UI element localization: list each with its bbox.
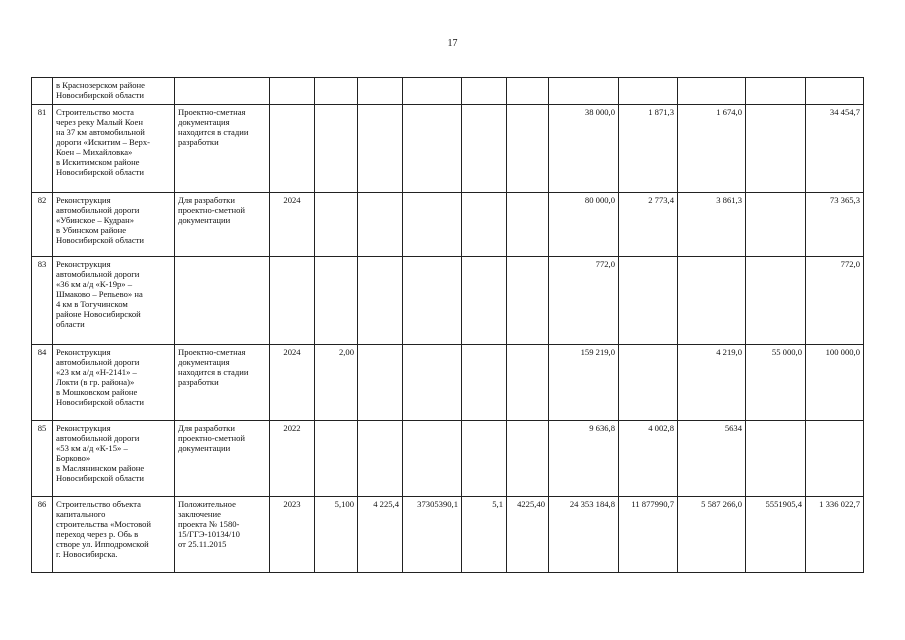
cell-c5 bbox=[358, 345, 403, 421]
cell-total: 9 636,8 bbox=[549, 421, 619, 497]
cell-c10: 1 871,3 bbox=[619, 105, 678, 193]
cell-n: 85 bbox=[32, 421, 53, 497]
cell-c11: 1 674,0 bbox=[678, 105, 746, 193]
cell-name: Строительство объекта капитального строительства «Мостовой переход через р. Обь в створе ул. Ипподромской г. Новосибирска. bbox=[53, 497, 175, 573]
cell-c6 bbox=[403, 257, 462, 345]
cell-c10 bbox=[619, 345, 678, 421]
cell-c6 bbox=[403, 78, 462, 105]
cell-c7 bbox=[462, 257, 507, 345]
cell-name: Реконструкция автомобильной дороги «53 км а/д «К-15» – Борково» в Маслянинском районе Новосибирской области bbox=[53, 421, 175, 497]
cell-year: 2022 bbox=[270, 421, 315, 497]
table-row bbox=[32, 105, 864, 193]
cell-c13: 73 365,3 bbox=[806, 193, 864, 257]
cell-name: в Краснозерском районе Новосибирской области bbox=[53, 78, 175, 105]
cell-c11: 3 861,3 bbox=[678, 193, 746, 257]
cell-name: Реконструкция автомобильной дороги «23 км а/д «Н-2141» – Локти (в гр. района)» в Мошковском районе Новосибирской области bbox=[53, 345, 175, 421]
page-number: 17 bbox=[447, 38, 458, 49]
cell-c13: 1 336 022,7 bbox=[806, 497, 864, 573]
cell-c12 bbox=[746, 257, 806, 345]
cell-n bbox=[32, 78, 53, 105]
cell-n: 84 bbox=[32, 345, 53, 421]
cell-c8 bbox=[507, 105, 549, 193]
cell-c12: 5551905,4 bbox=[746, 497, 806, 573]
table-body bbox=[32, 78, 864, 573]
cell-c5 bbox=[358, 78, 403, 105]
cell-total: 772,0 bbox=[549, 257, 619, 345]
cell-total: 24 353 184,8 bbox=[549, 497, 619, 573]
cell-c7 bbox=[462, 78, 507, 105]
cell-c6 bbox=[403, 421, 462, 497]
table-row bbox=[32, 497, 864, 573]
table-row bbox=[32, 193, 864, 257]
cell-total: 80 000,0 bbox=[549, 193, 619, 257]
cell-c6 bbox=[403, 193, 462, 257]
cell-c4 bbox=[315, 257, 358, 345]
cell-c8 bbox=[507, 193, 549, 257]
cell-c4: 5,100 bbox=[315, 497, 358, 573]
cell-total bbox=[549, 78, 619, 105]
cell-c10: 4 002,8 bbox=[619, 421, 678, 497]
table-row bbox=[32, 421, 864, 497]
cell-c5 bbox=[358, 421, 403, 497]
cell-c5 bbox=[358, 257, 403, 345]
cell-c11 bbox=[678, 78, 746, 105]
cell-name: Строительство моста через реку Малый Коен на 37 км автомобильной дороги «Искитим – Верх- Коен – Михайловка» в Искитимском районе Новосибирской области bbox=[53, 105, 175, 193]
table-row bbox=[32, 78, 864, 105]
cell-n: 81 bbox=[32, 105, 53, 193]
cell-n: 83 bbox=[32, 257, 53, 345]
cell-c5 bbox=[358, 105, 403, 193]
cell-c11 bbox=[678, 257, 746, 345]
cell-c8 bbox=[507, 345, 549, 421]
data-table bbox=[31, 77, 864, 573]
cell-c10 bbox=[619, 78, 678, 105]
cell-c6: 37305390,1 bbox=[403, 497, 462, 573]
cell-year bbox=[270, 105, 315, 193]
cell-c8 bbox=[507, 257, 549, 345]
cell-c4 bbox=[315, 78, 358, 105]
cell-n: 82 bbox=[32, 193, 53, 257]
cell-name: Реконструкция автомобильной дороги «36 км а/д «К-19р» – Шмаково – Репьево» на 4 км в Тогучинском районе Новосибирской области bbox=[53, 257, 175, 345]
cell-c12 bbox=[746, 78, 806, 105]
cell-year bbox=[270, 78, 315, 105]
cell-c13: 34 454,7 bbox=[806, 105, 864, 193]
cell-year: 2024 bbox=[270, 345, 315, 421]
cell-c12 bbox=[746, 421, 806, 497]
cell-status: Для разработки проектно-сметной документации bbox=[175, 421, 270, 497]
cell-c10: 2 773,4 bbox=[619, 193, 678, 257]
cell-c7 bbox=[462, 105, 507, 193]
cell-c7 bbox=[462, 345, 507, 421]
cell-c7: 5,1 bbox=[462, 497, 507, 573]
cell-c10: 11 877990,7 bbox=[619, 497, 678, 573]
cell-c7 bbox=[462, 421, 507, 497]
cell-c13: 772,0 bbox=[806, 257, 864, 345]
cell-c8 bbox=[507, 421, 549, 497]
cell-c11: 5634 bbox=[678, 421, 746, 497]
cell-c11: 4 219,0 bbox=[678, 345, 746, 421]
cell-c7 bbox=[462, 193, 507, 257]
cell-c4 bbox=[315, 105, 358, 193]
cell-c11: 5 587 266,0 bbox=[678, 497, 746, 573]
cell-status: Проектно-сметная документация находится в стадии разработки bbox=[175, 345, 270, 421]
cell-c6 bbox=[403, 105, 462, 193]
cell-c13 bbox=[806, 78, 864, 105]
cell-total: 159 219,0 bbox=[549, 345, 619, 421]
cell-c4: 2,00 bbox=[315, 345, 358, 421]
cell-year bbox=[270, 257, 315, 345]
cell-status: Проектно-сметная документация находится в стадии разработки bbox=[175, 105, 270, 193]
table-row bbox=[32, 257, 864, 345]
cell-c10 bbox=[619, 257, 678, 345]
cell-c5: 4 225,4 bbox=[358, 497, 403, 573]
cell-status bbox=[175, 257, 270, 345]
cell-total: 38 000,0 bbox=[549, 105, 619, 193]
cell-c8: 4225,40 bbox=[507, 497, 549, 573]
cell-status: Для разработки проектно-сметной документации bbox=[175, 193, 270, 257]
cell-n: 86 bbox=[32, 497, 53, 573]
cell-name: Реконструкция автомобильной дороги «Убинское – Кудран» в Убинском районе Новосибирской области bbox=[53, 193, 175, 257]
cell-c4 bbox=[315, 193, 358, 257]
cell-c12 bbox=[746, 105, 806, 193]
cell-status: Положительное заключение проекта № 1580- 15/ГГЭ-10134/10 от 25.11.2015 bbox=[175, 497, 270, 573]
cell-c5 bbox=[358, 193, 403, 257]
cell-status bbox=[175, 78, 270, 105]
cell-c4 bbox=[315, 421, 358, 497]
table-row bbox=[32, 345, 864, 421]
cell-c6 bbox=[403, 345, 462, 421]
cell-c12: 55 000,0 bbox=[746, 345, 806, 421]
cell-year: 2024 bbox=[270, 193, 315, 257]
cell-c12 bbox=[746, 193, 806, 257]
cell-c13: 100 000,0 bbox=[806, 345, 864, 421]
cell-year: 2023 bbox=[270, 497, 315, 573]
cell-c13 bbox=[806, 421, 864, 497]
cell-c8 bbox=[507, 78, 549, 105]
